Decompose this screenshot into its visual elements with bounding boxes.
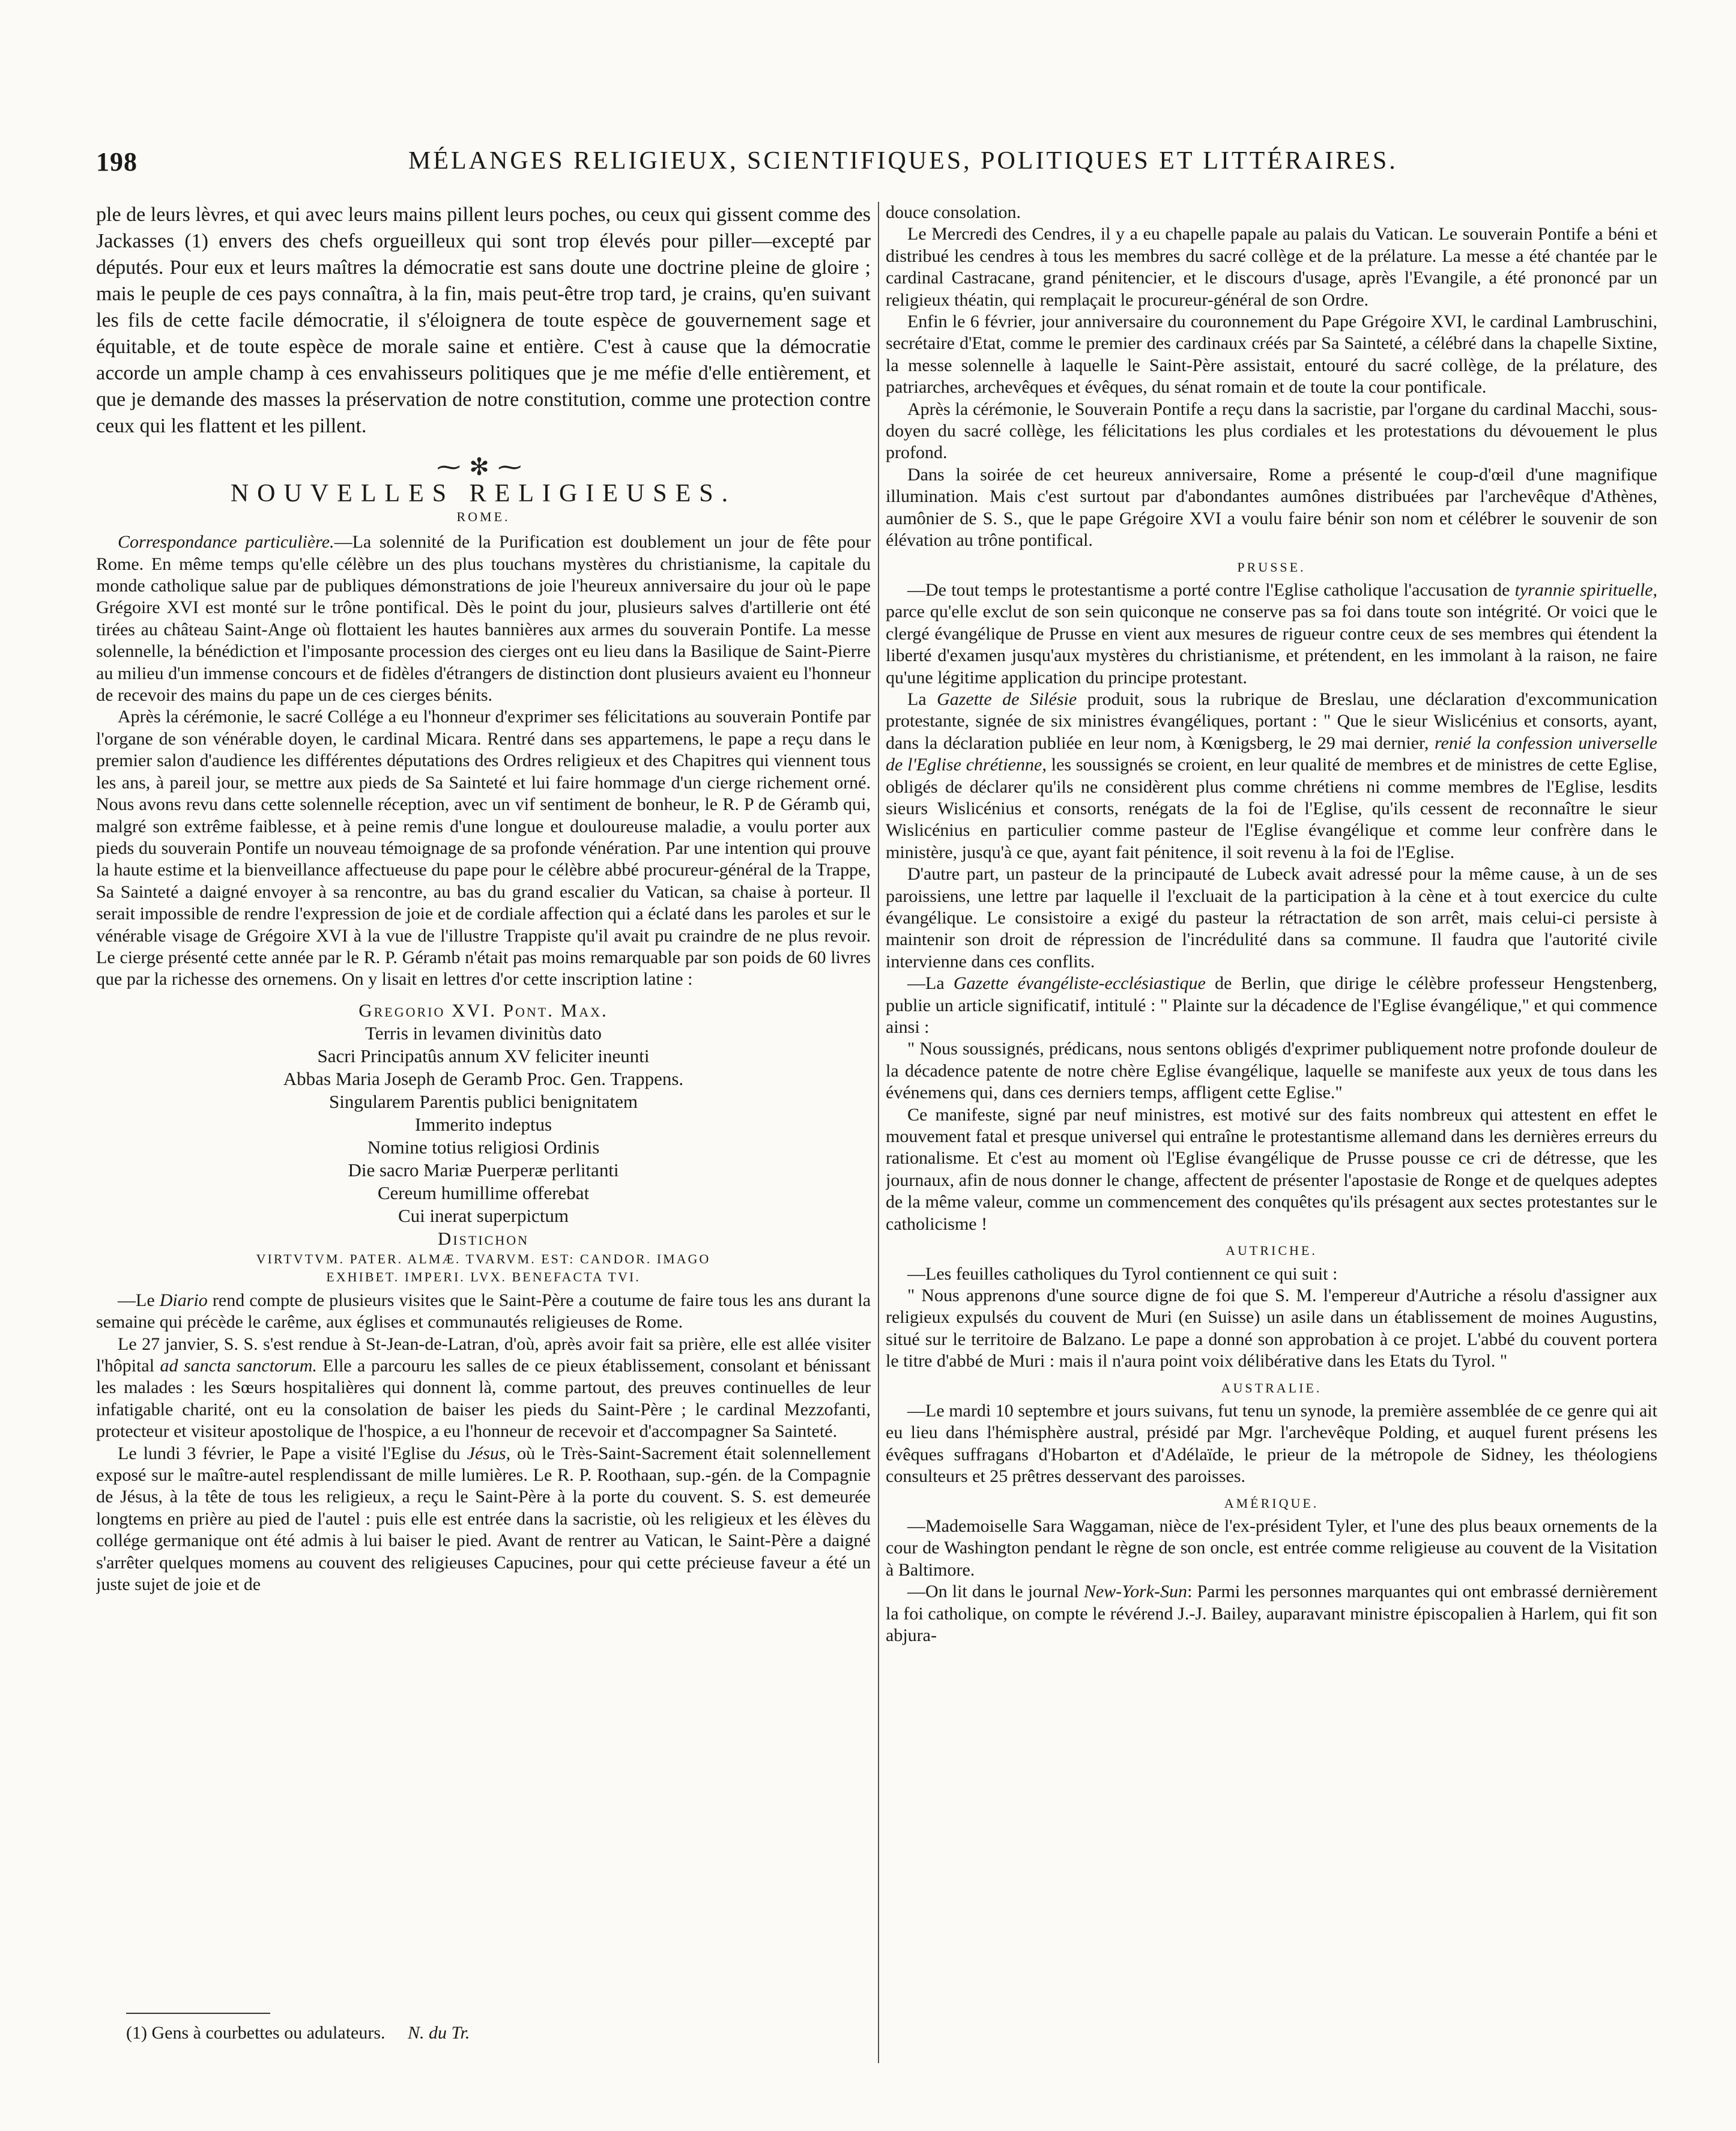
illumination-paragraph: Dans la soirée de cet heureux anniversaire, Rome a présenté le coup-d'œil d'une magnifique illumination. Mais c'est surtout par d'abondantes aumônes distribuées par l'archevêque d'Athènes, aumônier de S. S., que le pape Grégoire XVI a voulu faire bénir son nom et célébrer le souvenir de son élévation au trône pontifical. (886, 464, 1657, 551)
cendres-paragraph: Le Mercredi des Cendres, il y a eu chapelle papale au palais du Vatican. Le souverain Pontife a béni et distribué les cendres à tous les membres du sacré collège et de la prélature. La messe a été chantée par le cardinal Castracane, grand pénitencier, et le discours d'usage, après l'Evangile, a été prononcé par un religieux théatin, qui remplaçait le procureur-général de son Ordre. (886, 224, 1657, 310)
inscription-line: Gregorio XVI. Pont. Max. (358, 999, 608, 1021)
autriche-paragraph-1: —Les feuilles catholiques du Tyrol contiennent ce qui suit : (907, 1263, 1338, 1284)
dateline-amerique: AMÉRIQUE. (1224, 1495, 1319, 1511)
diario-paragraph: —Le Diario rend compte de plusieurs visites que le Saint-Père a coutume de faire tous les ans durant la semaine qui précède le carême, aux églises et communautés religieuses de Rome. (96, 1290, 871, 1332)
inscription-line: Distichon (437, 1227, 530, 1249)
prusse-paragraph-4: —La Gazette évangéliste-ecclésiastique de Berlin, que dirige le célèbre professeur Hengstenberg, publie un article significatif, intitulé : " Plainte sur la décadence de l'Eglise évangélique," et qui commence ainsi : (886, 973, 1657, 1038)
continuation-line: douce consolation. (886, 202, 1021, 222)
inscription-line: Terris in levamen divinitùs dato (365, 1022, 602, 1044)
rome-paragraph-2: Après la cérémonie, le sacré Collége a eu l'honneur d'exprimer ses félicitations au souverain Pontife par l'organe de son vénérable doyen, le cardinal Micara. Rentré dans ses appartemens, le pape a reçu dans le premier salon d'audience les différentes députations des Ordres religieux et des Chapitres qui viennent tous les ans, à pareil jour, se mettre aux pieds de Sa Sainteté et lui faire hommage d'un cierge richement orné. Nous avons revu dans cette solennelle réception, avec un vif sentiment de bonheur, le R. P de Géramb qui, malgré son extrême faiblesse, et à peine remis d'une longue et douloureuse maladie, a voulu porter aux pieds du souverain Pontife un nouveau témoignage de sa profonde vénération. Par une intention qui prouve la haute estime et la bienveillance affectueuse du pape pour le célèbre abbé procureur-général de la Trappe, Sa Sainteté a daigné envoyer à sa rencontre, au bas du grand escalier du Vatican, sa chaise à porteur. Il serait impossible de rendre l'expression de joie et de cordiale affection qui a éclaté dans les paroles et sur le vénérable visage de Grégoire XVI à la vue de l'illustre Trappiste qu'il avait pu craindre de ne plus revoir. Le cierge présenté cette année par le R. P. Géramb n'était pas moins remarquable par son poids de 60 livres que par la richesse des ornemens. On y lisait en lettres d'or cette inscription latine : (96, 707, 871, 990)
footnote: (1) Gens à courbettes ou adulateurs. N. du Tr. (126, 2023, 470, 2043)
footnote-rule (126, 2013, 270, 2014)
prusse-paragraph-2: La Gazette de Silésie produit, sous la rubrique de Breslau, une déclaration d'excommunication protestante, signée de six ministres évangéliques, portant : " Que le sieur Wislicénius et consorts, ayant, dans la déclaration publiée en leur nom, à Kœnigsberg, le 29 mai dernier, renié la confession universelle de l'Eglise chrétienne, les soussignés se croient, en leur qualité de membres et de ministres de cette Eglise, obligés de déclarer qu'ils ne considèrent plus comme chrétiens ni comme membres de l'Eglise, lesdits sieurs Wislicénius et consorts, renégats de la foi de l'Eglise, qu'ils cessent de reconnaître le sieur Wislicénius en particulier comme pasteur de l'Eglise évangélique et comme leur confrère dans le ministère, jusqu'à ce que, ayant fait pénitence, il soit revenu à la foi de l'Eglise. (886, 689, 1657, 862)
latin-inscription (96, 999, 871, 1286)
page-number: 198 (96, 147, 138, 177)
prusse-paragraph-1: —De tout temps le protestantisme a porté contre l'Eglise catholique l'accusation de tyrannie spirituelle, parce qu'elle exclut de son sein quiconque ne conserve pas sa foi dans toute son intégrité. Or voici que le clergé évangélique de Prusse en vient aux mesures de rigueur contre ceux de ses membres qui étendent la liberté d'examen jusqu'aux mystères du christianisme, et prétendent, en les immolant à la raison, ne faire qu'une légitime application du principe protestant. (886, 579, 1657, 688)
inscription-line: Nomine totius religiosi Ordinis (367, 1136, 600, 1158)
amerique-paragraph-1: —Mademoiselle Sara Waggaman, nièce de l'ex-président Tyler, et l'une des plus beaux ornements de la cour de Washington pendant le règne de son oncle, est entrée comme religieuse au couvent de la Visitation à Baltimore. (886, 1516, 1657, 1580)
running-header (96, 147, 1645, 183)
dateline-australie: AUSTRALIE. (1221, 1380, 1322, 1395)
column-divider (878, 202, 879, 2063)
visit-paragraph-2: Le lundi 3 février, le Pape a visité l'Eglise du Jésus, où le Très-Saint-Sacrement était solennellement exposé sur le maître-autel resplendissant de mille lumières. Le R. P. Roothaan, sup.-gén. de la Compagnie de Jésus, à la tête de tous les religieux, a reçu le Saint-Père à la porte du couvent. S. S. est demeurée longtems en prière au pied de l'autel : puis elle est entrée dans la sacristie, où les religieux et les élèves du collége germanique ont été admis à lui baiser le pied. Avant de rentrer au Vatican, le Saint-Père a daigné s'arrêter quelques momens au couvent des religieuses Capucines, pour qui cette précieuse faveur a été un juste sujet de joie et de (96, 1443, 871, 1595)
inscription-line: Die sacro Mariæ Puerperæ perlitanti (348, 1159, 619, 1180)
visit-paragraph-1: Le 27 janvier, S. S. s'est rendue à St-Jean-de-Latran, d'où, après avoir fait sa prière, elle est allée visiter l'hôpital ad sancta sanctorum. Elle a parcouru les salles de ce pieux établissement, consolant et bénissant les malades : les Sœurs hospitalières qui donnent là, comme partout, des preuves continuelles de leur infatigable charité, ont eu la consolation de baiser les pieds du Saint-Père ; le cardinal Mezzofanti, protecteur et visiteur apostolique de l'hospice, a eu l'honneur de recevoir et d'accompagner Sa Sainteté. (96, 1334, 871, 1442)
prusse-paragraph-6: Ce manifeste, signé par neuf ministres, est motivé sur des faits nombreux qui attestent en effet le mouvement fatal et presque universel qui entraîne le protestantisme allemand dans les dernières erreurs du rationalisme. Et c'est au moment où l'Eglise évangélique de Prusse pousse ce cri de détresse, que les journaux, afin de nous donner le change, affectent de présenter l'apostasie de Ronge et de quelques adeptes de la même valeur, comme un commencement des conquêtes qu'ils présagent aux sectes protestantes sur le catholicisme ! (886, 1104, 1657, 1234)
inscription-line: Sacri Principatûs annum XV feliciter ineunti (317, 1045, 650, 1066)
macchi-paragraph: Après la cérémonie, le Souverain Pontife a reçu dans la sacristie, par l'organe du cardinal Macchi, sous-doyen du sacré collège, les félicitations les plus cordiales et les protestations du dévouement le plus profond. (886, 399, 1657, 463)
section-title: NOUVELLES RELIGIEUSES. (230, 480, 737, 508)
left-column (96, 202, 871, 2063)
autriche-paragraph-2: " Nous apprenons d'une source digne de foi que S. M. l'empereur d'Autriche a résolu d'assigner aux religieux expulsés du couvent de Muri (en Suisse) un asile dans un établissement de moines Augustins, situé sur le territoire de Balzano. Le pape a donné son approbation à ce projet. L'abbé du couvent portera le titre d'abbé de Muri : mais il n'aura point voix délibérative dans les Etats du Tyrol. " (886, 1285, 1657, 1371)
right-column (886, 202, 1657, 2093)
inscription-line: Abbas Maria Joseph de Geramb Proc. Gen. Trappens. (283, 1068, 684, 1089)
journal-title: MÉLANGES RELIGIEUX, SCIENTIFIQUES, POLITIQUES ET LITTÉRAIRES. (408, 147, 1398, 175)
prusse-paragraph-3: D'autre part, un pasteur de la principauté de Lubeck avait adressé pour la même cause, à un de ses paroissiens, une lettre par laquelle il l'excluait de la participation à la cène et à tout exercice du culte évangélique. Le consistoire a exigé du pasteur la rétractation de son arrêt, mais celui-ci persiste à maintenir son droit de répression de l'incrédulité dans sa commune. Il faudra que l'autorité civile intervienne dans ces conflits. (886, 864, 1657, 972)
australie-paragraph: —Le mardi 10 septembre et jours suivans, fut tenu un synode, la première assemblée de ce genre qui ait eu lieu dans l'hémisphère austral, présidé par Mgr. l'archevêque Polding, et auquel furent présens les évêques suffragans d'Hobarton et d'Adélaïde, le prieur de la métropole de Sidney, les théologiens consulteurs et 25 prêtres desservant des paroisses. (886, 1400, 1657, 1487)
inscription-line: Cui inerat superpictum (398, 1205, 569, 1226)
inscription-line: VIRTVTVM. PATER. ALMÆ. TVARVM. EST: CANDOR. IMAGO (256, 1251, 711, 1266)
rome-paragraph-1: Correspondance particulière.—La solennité de la Purification est doublement un jour de fête pour Rome. En même temps qu'elle célèbre un des plus touchans mystères du christianisme, la capitale du monde catholique salue par de publiques démonstrations de joie l'heureux anniversaire du jour où le pape Grégoire XVI est monté sur le trône pontifical. Dès le point du jour, plusieurs salves d'artillerie ont été tirées au château Saint-Ange où flottaient les hautes bannières aux armes du souverain Pontife. La messe solennelle, la bénédiction et l'imposante procession des cierges ont eu lieu dans la Basilique de Saint-Pierre au milieu d'un immense concours et de fidèles d'étrangers de distinction dont plusieurs avaient eu l'honneur de recevoir des mains du pape un de ces cierges bénits. (96, 532, 871, 706)
dateline-prusse: PRUSSE. (1237, 559, 1306, 575)
inscription-line: EXHIBET. IMPERI. LVX. BENEFACTA TVI. (326, 1269, 641, 1284)
translator-note: N. du Tr. (408, 2023, 470, 2043)
inscription-line: Cereum humillime offerebat (377, 1182, 590, 1203)
amerique-paragraph-2: —On lit dans le journal New-York-Sun: Parmi les personnes marquantes qui ont embrassé dernièrement la foi catholique, on compte le révérend J.-J. Bailey, auparavant ministre épiscopalien à Harlem, qui fit son abjura- (886, 1582, 1657, 1645)
inscription-line: Immerito indeptus (414, 1113, 552, 1135)
dateline-rome: ROME. (456, 509, 510, 524)
correspondence-label: Correspondance particulière. (118, 532, 334, 552)
inscription-line: Singularem Parentis publici benignitatem (329, 1090, 638, 1112)
dateline-autriche: AUTRICHE. (1226, 1243, 1317, 1259)
anniversary-paragraph: Enfin le 6 février, jour anniversaire du couronnement du Pape Grégoire XVI, le cardinal Lambruschini, secrétaire d'Etat, comme le premier des cardinaux créés par Sa Sainteté, a célébré dans la chapelle Sixtine, la messe solennelle à laquelle le Saint-Père assistait, entouré du sacré collège, de la prélature, des patriarches, archevêques et évêques, du sénat romain et de toute la cour pontificale. (886, 312, 1657, 397)
article-continuation: ple de leurs lèvres, et qui avec leurs mains pillent leurs poches, ou ceux qui gissent comme des Jackasses (1) envers des chefs orgueilleux qui sont trop élevés pour piller—excepté par députés. Pour eux et leurs maîtres la démocratie est sans doute une doctrine pleine de gloire ; mais le peuple de ces pays connaîtra, à la fin, mais peut-être trop tard, je crains, qu'en suivant les fils de cette facile démocratie, il s'éloignera de toute espèce de gouvernement sage et équitable, et de toute espèce de morale saine et entière. C'est à cause que la démocratie accorde un ample champ à ces envahisseurs politiques que je me méfie d'elle entièrement, et que je demande des masses la préservation de notre constitution, comme une protection contre ceux qui les flattent et les pillent. (96, 204, 871, 437)
prusse-paragraph-5: " Nous soussignés, prédicans, nous sentons obligés d'exprimer publiquement notre profonde douleur de la décadence patente de notre chère Eglise évangélique, laquelle se manifeste aux yeux de tous dans les événemens qui, dans ces derniers temps, affligent cette Eglise." (886, 1039, 1657, 1103)
ornament-divider: ⁓✻⁓ (437, 453, 530, 480)
